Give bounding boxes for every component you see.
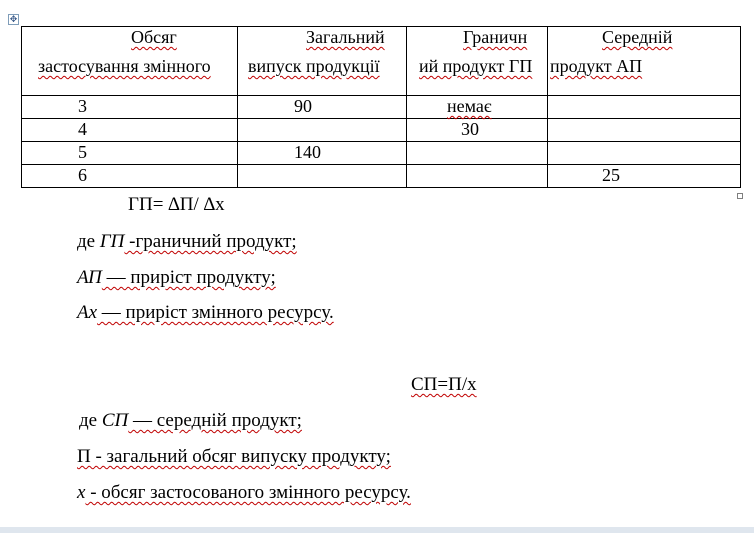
definition-line: Ах — приріст змінного ресурсу. (77, 302, 334, 323)
header-line: випуск продукції (248, 56, 380, 76)
table-cell[interactable]: немає (407, 96, 548, 119)
table-cell[interactable] (548, 96, 741, 119)
table-cell[interactable]: 3 (22, 96, 238, 119)
table-cell[interactable] (238, 119, 407, 142)
table-cell[interactable]: 5 (22, 142, 238, 165)
table-resize-handle-icon[interactable] (737, 193, 743, 199)
data-table (21, 26, 741, 188)
table-row (22, 165, 741, 188)
header-line: застосування змінного (38, 56, 211, 76)
definition-line: х - обсяг застосованого змінного ресурсу. (77, 482, 411, 503)
formula-average-product: СП=П/х (411, 374, 477, 395)
formula-marginal-product: ГП= ∆П/ ∆х (128, 194, 225, 215)
header-cell-volume[interactable] (22, 27, 238, 96)
table-cell[interactable]: 140 (238, 142, 407, 165)
table-header-row (22, 27, 741, 96)
definition-line: де СП — середній продукт; (79, 410, 302, 431)
table-cell[interactable]: 4 (22, 119, 238, 142)
table-move-handle-icon[interactable]: ✥ (9, 15, 18, 25)
header-cell-average-product[interactable] (548, 27, 741, 96)
table-cell[interactable] (407, 165, 548, 188)
header-line: Загальний (306, 27, 385, 47)
header-line: продукт АП (550, 56, 643, 76)
definition-line: АП — приріст продукту; (77, 267, 276, 288)
page-bottom-edge (0, 527, 754, 533)
table-cell[interactable] (407, 142, 548, 165)
header-cell-total-output[interactable] (238, 27, 407, 96)
header-line: Граничн (463, 27, 528, 47)
table-cell[interactable]: 6 (22, 165, 238, 188)
table-cell[interactable] (548, 119, 741, 142)
header-line: Середній (602, 27, 673, 47)
table-cell[interactable] (238, 165, 407, 188)
header-line: Обсяг (131, 27, 177, 47)
table-cell[interactable] (548, 142, 741, 165)
definition-line: де ГП -граничний продукт; (77, 231, 297, 252)
definition-line: П - загальний обсяг випуску продукту; (77, 446, 391, 467)
table-row (22, 142, 741, 165)
table-row (22, 96, 741, 119)
header-line: ий продукт ГП (419, 56, 533, 76)
table-cell[interactable]: 30 (407, 119, 548, 142)
header-cell-marginal-product[interactable] (407, 27, 548, 96)
table-cell[interactable]: 90 (238, 96, 407, 119)
table-row (22, 119, 741, 142)
table-cell[interactable]: 25 (548, 165, 741, 188)
